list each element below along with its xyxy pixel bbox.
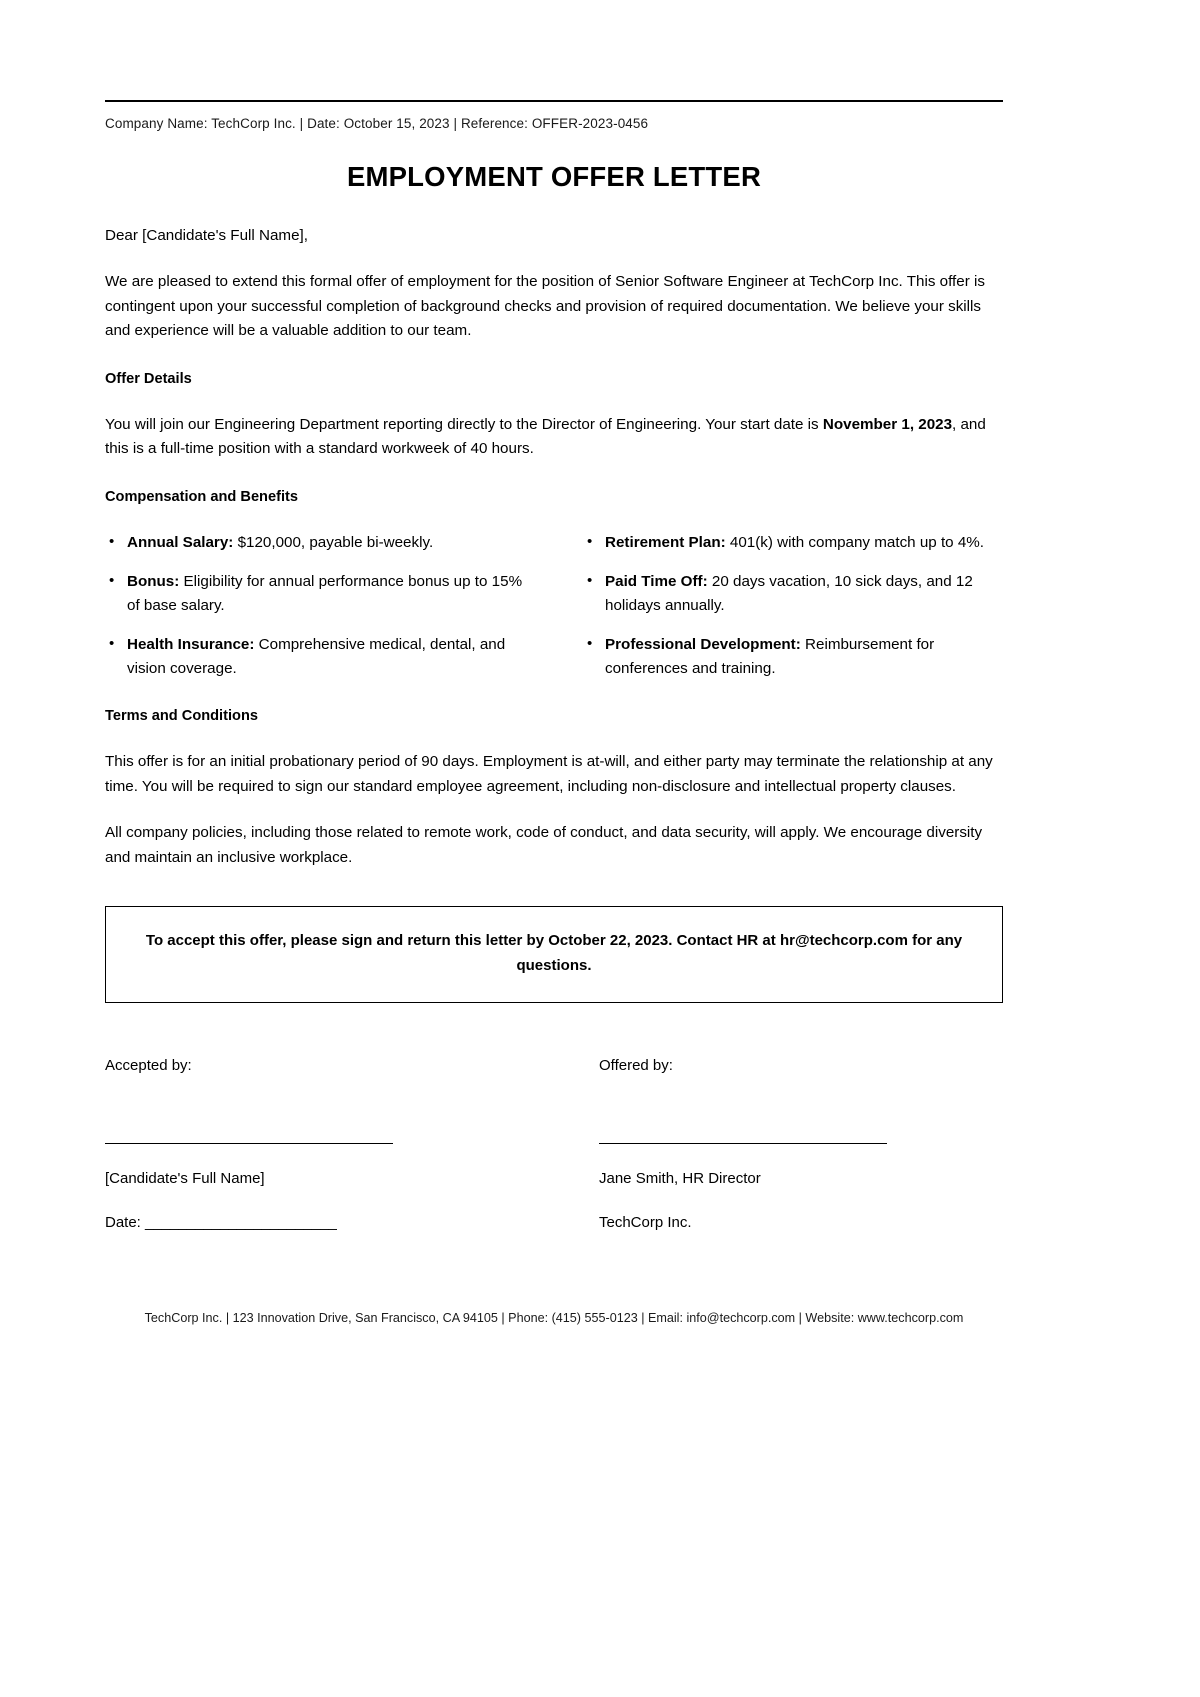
accepted-signer-name: [Candidate's Full Name] — [105, 1170, 265, 1188]
benefit-text: $120,000, payable bi-weekly. — [233, 533, 434, 551]
list-item — [583, 633, 1003, 681]
accepted-by-label: Accepted by: — [105, 1056, 192, 1074]
benefit-label: Bonus: — [127, 572, 180, 590]
benefit-label: Annual Salary: — [127, 533, 234, 551]
section-heading-terms: Terms and Conditions — [105, 708, 258, 724]
terms-paragraph-1: This offer is for an initial probationary period of 90 days. Employment is at-will, and either party may terminate the relationship at any time. You will be required to sign our standard employee agreement, including non-disclosure and intellectual property clauses. — [105, 752, 993, 795]
terms-paragraph-2: All company policies, including those related to remote work, code of conduct, and data security, will apply. We encourage diversity and maintain an inclusive workplace. — [105, 824, 983, 866]
offer-details-start-date: November 1, 2023 — [822, 415, 953, 433]
accepted-date-field[interactable]: Date: _______________________ — [105, 1213, 337, 1231]
signature-block — [105, 1055, 1003, 1235]
salutation-line: Dear [Candidate's Full Name], — [105, 227, 308, 245]
section-heading-compensation: Compensation and Benefits — [105, 489, 298, 506]
signature-column-offered — [599, 1055, 1003, 1235]
benefits-list-left — [105, 531, 525, 681]
list-item — [105, 633, 525, 681]
benefit-label: Professional Development: — [605, 635, 801, 653]
benefit-text: Comprehensive medical, dental, and vision coverage. — [127, 635, 506, 677]
page-title: EMPLOYMENT OFFER LETTER — [346, 161, 762, 193]
header-divider-rule — [105, 100, 1003, 102]
list-item — [583, 531, 1003, 555]
offered-signer-organization: TechCorp Inc. — [599, 1213, 692, 1231]
signature-column-accepted — [105, 1055, 599, 1235]
section-heading-offer-details: Offer Details — [105, 370, 192, 387]
benefit-text: 20 days vacation, 10 sick days, and 12 holidays annually. — [605, 572, 973, 614]
document-content — [105, 0, 1003, 1234]
benefit-text: Eligibility for annual performance bonus up to 15% of base salary. — [127, 572, 523, 614]
offered-by-label: Offered by: — [599, 1056, 673, 1074]
header-meta-line: Company Name: TechCorp Inc. | Date: October 15, 2023 | Reference: OFFER-2023-0456 — [105, 116, 649, 131]
page-footer: TechCorp Inc. | 123 Innovation Drive, San Francisco, CA 94105 | Phone: (415) 555-0123 | Email: info@techcorp.com | Website: www.techcorp.com — [144, 1311, 964, 1325]
list-item — [105, 570, 525, 618]
accepted-signature-line[interactable] — [105, 1143, 393, 1144]
benefits-column-right — [583, 531, 1003, 681]
benefit-label: Health Insurance: — [127, 635, 255, 653]
benefits-two-column-layout — [105, 531, 1003, 681]
list-item — [583, 570, 1003, 618]
benefits-column-left — [105, 531, 525, 681]
list-item — [105, 531, 525, 555]
benefit-label: Paid Time Off: — [605, 572, 708, 590]
offer-details-paragraph — [105, 413, 1003, 462]
intro-paragraph: We are pleased to extend this formal offer of employment for the position of Senior Software Engineer at TechCorp Inc. This offer is contingent upon your successful completion of background checks and provision of required documentation. We believe your skills and experience will be a valuable addition to our team. — [105, 273, 985, 340]
offered-signature-line[interactable] — [599, 1143, 887, 1144]
offered-signer-name: Jane Smith, HR Director — [599, 1170, 761, 1188]
acceptance-instructions-box: To accept this offer, please sign and return this letter by October 22, 2023. Contact HR at hr@techcorp.com for any questions. — [105, 906, 1003, 1003]
offer-details-text-trailing: , and this is a full-time position with a standard workweek of 40 hours. — [105, 415, 986, 458]
benefit-label: Retirement Plan: — [605, 533, 726, 551]
benefit-text: 401(k) with company match up to 4%. — [725, 533, 984, 551]
benefit-text: Reimbursement for conferences and training. — [605, 635, 935, 677]
benefits-list-right — [583, 531, 1003, 681]
offer-details-text-leading: You will join our Engineering Department reporting directly to the Director of Engineering. Your start date is — [105, 415, 823, 433]
